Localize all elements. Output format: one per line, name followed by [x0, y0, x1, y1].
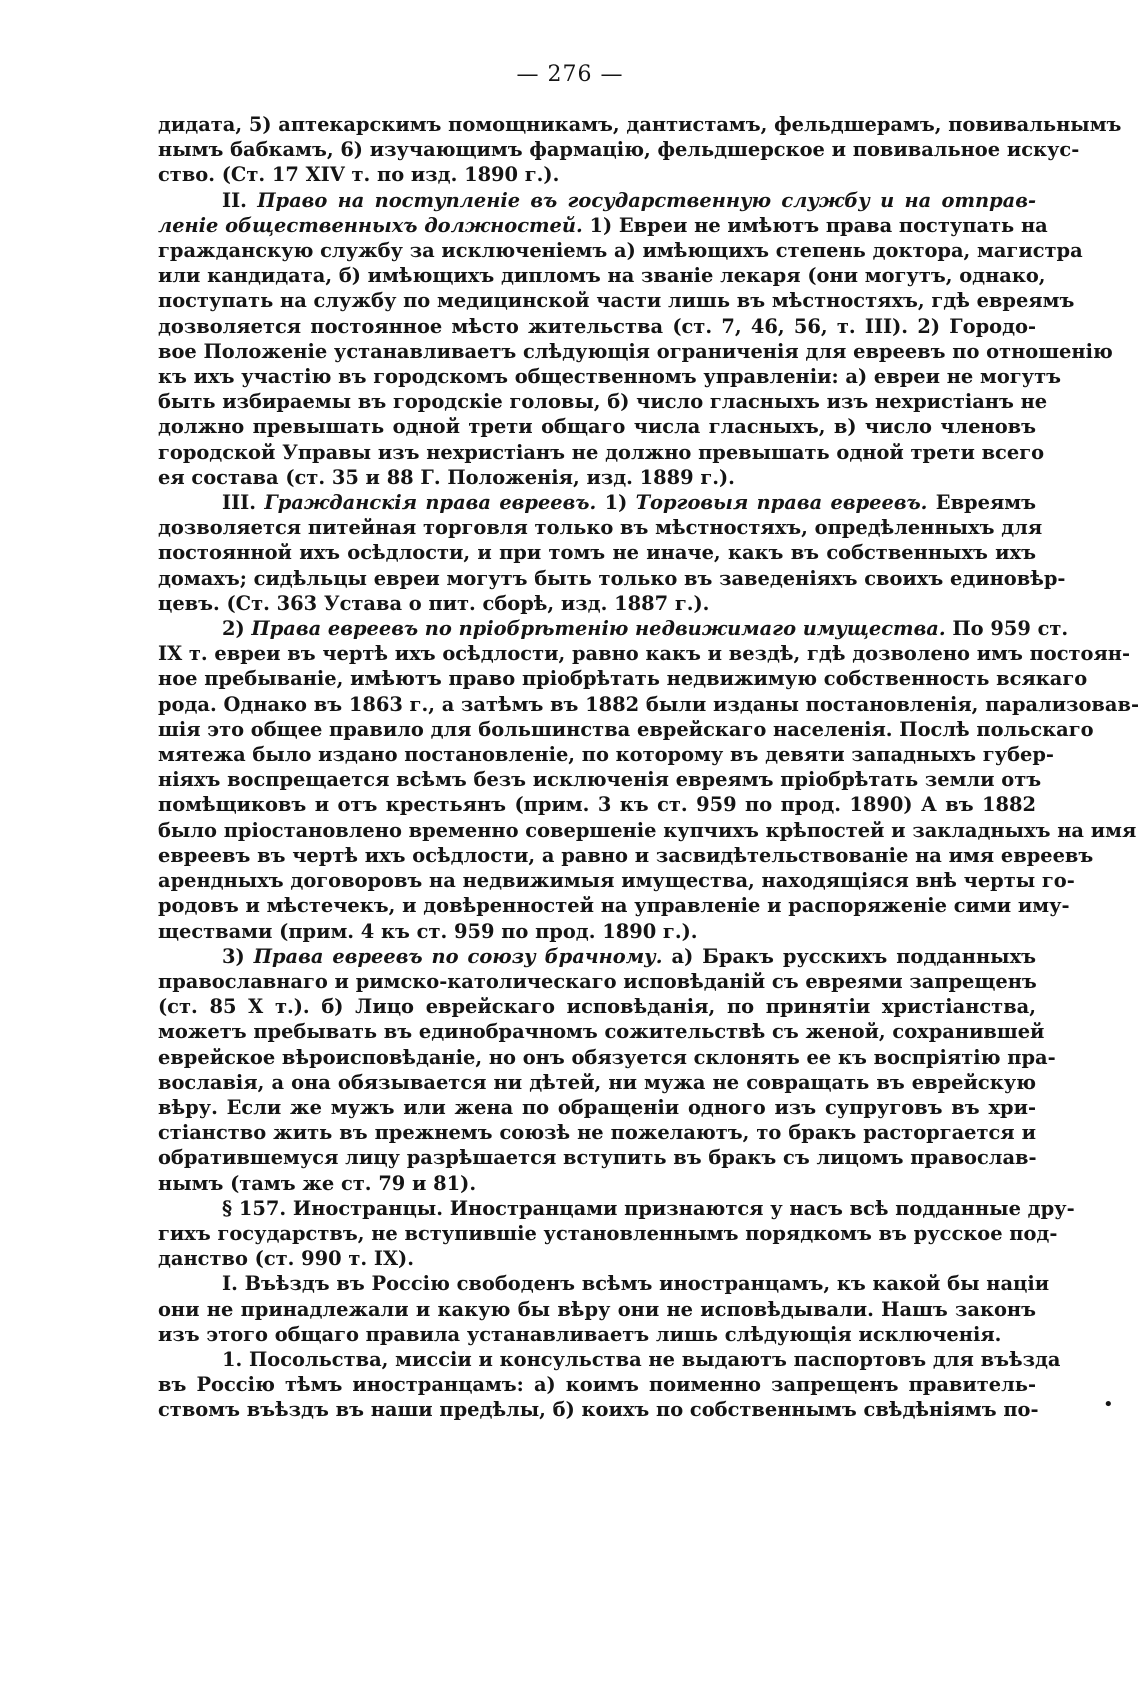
text-line: I. Въѣздъ въ Россію свободенъ всѣмъ иностранцамъ, къ какой бы націи	[222, 1272, 1050, 1296]
text-line: должно превышать одной трети общаго числа гласныхъ, в) число членовъ	[158, 415, 1036, 439]
text-line: ществами (прим. 4 къ ст. 959 по прод. 1890 г.).	[158, 919, 698, 943]
text-line: дозволяется питейная торговля только въ мѣстностяхъ, опредѣленныхъ для	[158, 516, 1043, 540]
text-line	[158, 213, 1048, 238]
text-line: арендныхъ договоровъ на недвижимыя имущества, находящіяся внѣ черты го-	[158, 869, 1075, 893]
text-line: ствомъ въѣздъ въ наши предѣлы, б) коихъ по собственнымъ свѣдѣніямъ по-	[158, 1398, 1039, 1422]
text-line: родовъ и мѣстечекъ, и довѣренностей на управленіе и распоряженіе сими иму-	[158, 894, 1070, 918]
text-line: помѣщиковъ и отъ крестьянъ (прим. 3 къ ст. 959 по прод. 1890) А въ 1882	[158, 793, 1036, 817]
text-line: гихъ государствъ, не вступившіе установленнымъ порядкомъ въ русское под-	[158, 1221, 1058, 1245]
text-line	[158, 188, 1036, 213]
text-line: городской Управы изъ нехристіанъ не должно превышать одной трети всего	[158, 440, 1045, 464]
italic-heading: леніе общественныхъ должностей.	[158, 213, 583, 237]
text-span: 1) Евреи не имѣютъ права поступать на	[582, 213, 1048, 237]
text-line: православнаго и римско-католическаго исповѣданій съ евреями запрещенъ	[158, 969, 1037, 993]
text-span: 2)	[222, 617, 252, 641]
text-line: домахъ; сидѣльцы евреи могутъ быть только въ заведеніяхъ своихъ единовѣр-	[158, 566, 1066, 590]
text-span: По 959 ст.	[945, 617, 1069, 641]
text-line: евреевъ въ чертѣ ихъ осѣдлости, а равно и засвидѣтельствованіе на имя евреевъ	[158, 843, 1094, 867]
text-span: а) Бракъ русскихъ подданныхъ	[662, 944, 1037, 968]
italic-heading: Гражданскія права евреевъ.	[264, 491, 597, 515]
italic-heading: Право на поступленіе въ государственную службу и на отправ-	[257, 188, 1036, 212]
text-line: 1. Посольства, миссіи и консульства не выдаютъ паспортовъ для въѣзда	[222, 1347, 1061, 1371]
text-line: § 157. Иностранцы. Иностранцами признаются у насъ всѣ подданные дру-	[222, 1196, 1075, 1220]
text-line: быть избираемы въ городскіе головы, б) число гласныхъ изъ нехристіанъ не	[158, 390, 1048, 414]
italic-heading: Права евреевъ по пріобрѣтенію недвижимаго имущества.	[251, 617, 946, 641]
text-line: ея состава (ст. 35 и 88 Г. Положенія, изд. 1889 г.).	[158, 465, 735, 489]
text-line: постоянной ихъ осѣдлости, и при томъ не иначе, какъ въ собственныхъ ихъ	[158, 541, 1036, 565]
text-line: гражданскую службу за исключеніемъ а) имѣющихъ степень доктора, магистра	[158, 239, 1083, 263]
italic-heading: Торговыя права евреевъ.	[635, 491, 928, 515]
text-line	[158, 944, 1036, 969]
text-line: дозволяется постоянное мѣсто жительства (ст. 7, 46, 56, т. III). 2) Городо-	[158, 314, 1036, 338]
text-line: вославія, а она обязывается ни дѣтей, ни мужа не совращать въ еврейскую	[158, 1070, 1036, 1094]
text-line: они не принадлежали и какую бы вѣру они не исповѣдывали. Нашъ законъ	[158, 1297, 1036, 1321]
text-line: данство (ст. 990 т. IX).	[158, 1247, 414, 1271]
text-line: стіанство жить въ прежнемъ союзѣ не пожелаютъ, то бракъ расторгается и	[158, 1121, 1036, 1145]
text-span: 3)	[222, 944, 254, 968]
page-number: — 276 —	[516, 62, 624, 87]
text-line: шія это общее правило для большинства еврейскаго населенія. Послѣ польскаго	[158, 717, 1094, 741]
text-line: обратившемуся лицу разрѣшается вступить въ бракъ съ лицомъ православ-	[158, 1146, 1037, 1170]
text-span: II.	[222, 188, 258, 212]
text-line: нымъ (тамъ же ст. 79 и 81).	[158, 1171, 477, 1195]
text-line: можетъ пребывать въ единобрачномъ сожительствѣ съ женой, сохранившей	[158, 1020, 1045, 1044]
text-line: дидата, 5) аптекарскимъ помощникамъ, дантистамъ, фельдшерамъ, повивальнымъ	[158, 113, 1122, 136]
body-text	[158, 112, 1139, 1423]
text-line: нымъ бабкамъ, 6) изучающимъ фармацію, фельдшерское и повивальное искус-	[158, 138, 1080, 162]
text-line: поступать на службу по медицинской части лишь въ мѣстностяхъ, гдѣ евреямъ	[158, 289, 1075, 313]
text-line: къ ихъ участію въ городскомъ общественномъ управленіи: а) евреи не могутъ	[158, 365, 1061, 389]
margin-mark: •	[1103, 1394, 1114, 1415]
text-line: еврейское вѣроисповѣданіе, но онъ обязуется склонять ее къ воспріятію пра-	[158, 1045, 1056, 1069]
text-line	[158, 616, 1069, 641]
text-line: изъ этого общаго правила устанавливаетъ лишь слѣдующія исключенія.	[158, 1322, 1002, 1346]
text-line: (ст. 85 X т.). б) Лицо еврейскаго исповѣданія, по принятіи христіанства,	[158, 995, 1036, 1019]
text-line	[158, 490, 1036, 515]
text-line: IX т. евреи въ чертѣ ихъ осѣдлости, равно какъ и вездѣ, гдѣ дозволено имъ постоян-	[158, 642, 1131, 666]
text-line: въ Россію тѣмъ иностранцамъ: а) коимъ поименно запрещенъ правитель-	[158, 1373, 1036, 1397]
text-line: было пріостановлено временно совершеніе купчихъ крѣпостей и закладныхъ на имя	[158, 818, 1137, 842]
text-line: цевъ. (Ст. 363 Устава о пит. сборѣ, изд. 1887 г.).	[158, 591, 710, 615]
text-line: или кандидата, б) имѣющихъ дипломъ на званіе лекаря (они могутъ, однако,	[158, 264, 1046, 288]
text-line: мятежа было издано постановленіе, по которому въ девяти западныхъ губер-	[158, 743, 1054, 767]
text-line: рода. Однако въ 1863 г., а затѣмъ въ 1882 были изданы постановленія, парализовав-	[158, 692, 1139, 716]
text-line: вѣру. Если же мужъ или жена по обращеніи одного изъ супруговъ въ хри-	[158, 1095, 1036, 1119]
text-span: III.	[222, 491, 265, 515]
text-line: вое Положеніе устанавливаетъ слѣдующія ограниченія для евреевъ по отношенію	[158, 339, 1113, 363]
text-span: Евреямъ	[927, 491, 1036, 515]
text-line: ное пребываніе, имѣютъ право пріобрѣтать недвижимую собственность всякаго	[158, 667, 1088, 691]
text-line: ніяхъ воспрещается всѣмъ безъ исключенія евреямъ пріобрѣтать земли отъ	[158, 768, 1042, 792]
text-span: 1)	[596, 491, 636, 515]
italic-heading: Права евреевъ по союзу брачному.	[253, 944, 663, 968]
text-line: ство. (Ст. 17 XIV т. по изд. 1890 г.).	[158, 163, 560, 187]
